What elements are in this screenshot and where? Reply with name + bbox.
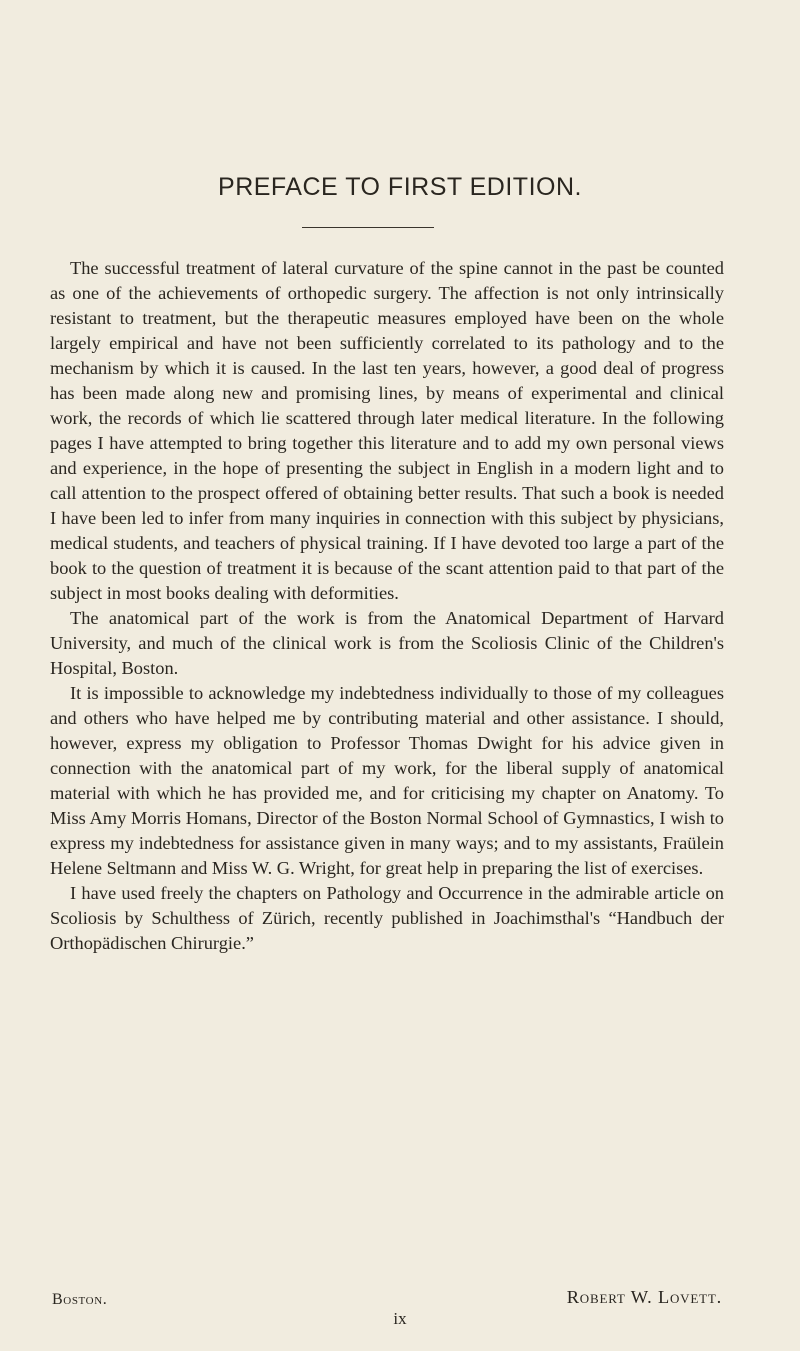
paragraph-3: It is impossible to acknowledge my indebtedness individually to those of my colleagues and others who have helped me by contributing material and other assistance. I should, however, express my obligation to Professor Thomas Dwight for his advice given in connection with the anatomical part of my work, for the liberal supply of anatomical material with which he has provided me, and for criticising my chapter on Anatomy. To Miss Amy Morris Homans, Director of the Boston Normal School of Gymnastics, I wish to express my indebtedness for assistance given in many ways; and to my assistants, Fraülein Helene Seltmann and Miss W. G. Wright, for great help in preparing the list of exercises. xyxy=(50,683,724,878)
paragraph-4: I have used freely the chapters on Pathology and Occurrence in the admirable article on Scoliosis by Schulthess of Zürich, recently published in Joachimsthal's “Handbuch der Orthopädischen Chirurgie.” xyxy=(50,883,724,953)
signoff-author: Robert W. Lovett. xyxy=(566,1287,722,1307)
page-title: PREFACE TO FIRST EDITION. xyxy=(218,173,582,201)
signoff-place: Boston. xyxy=(52,1291,108,1308)
preface-body xyxy=(50,256,724,956)
paragraph-1: The successful treatment of lateral curvature of the spine cannot in the past be counted as one of the achievements of orthopedic surgery. The affection is not only intrinsically resistant to treatment, but the therapeutic measures employed have been on the whole largely empirical and have not been sufficiently correlated to its pathology and to the mechanism by which it is caused. In the last ten years, however, a good deal of progress has been made along new and promising lines, by means of experimental and clinical work, the records of which lie scattered through later medical literature. In the following pages I have attempted to bring together this literature and to add my own personal views and experience, in the hope of presenting the subject in English in a modern light and to call attention to the prospect offered of obtaining better results. That such a book is needed I have been led to infer from many inquiries in connection with this subject by physicians, medical students, and teachers of physical training. If I have devoted too large a part of the book to the question of treatment it is because of the scant attention paid to that part of the subject in most books dealing with deformities. xyxy=(50,258,724,603)
paragraph-2: The anatomical part of the work is from the Anatomical Department of Harvard University, and much of the clinical work is from the Scoliosis Clinic of the Children's Hospital, Boston. xyxy=(50,608,724,678)
signoff xyxy=(50,1285,724,1311)
page-number: ix xyxy=(393,1309,407,1328)
title-rule xyxy=(302,227,434,228)
